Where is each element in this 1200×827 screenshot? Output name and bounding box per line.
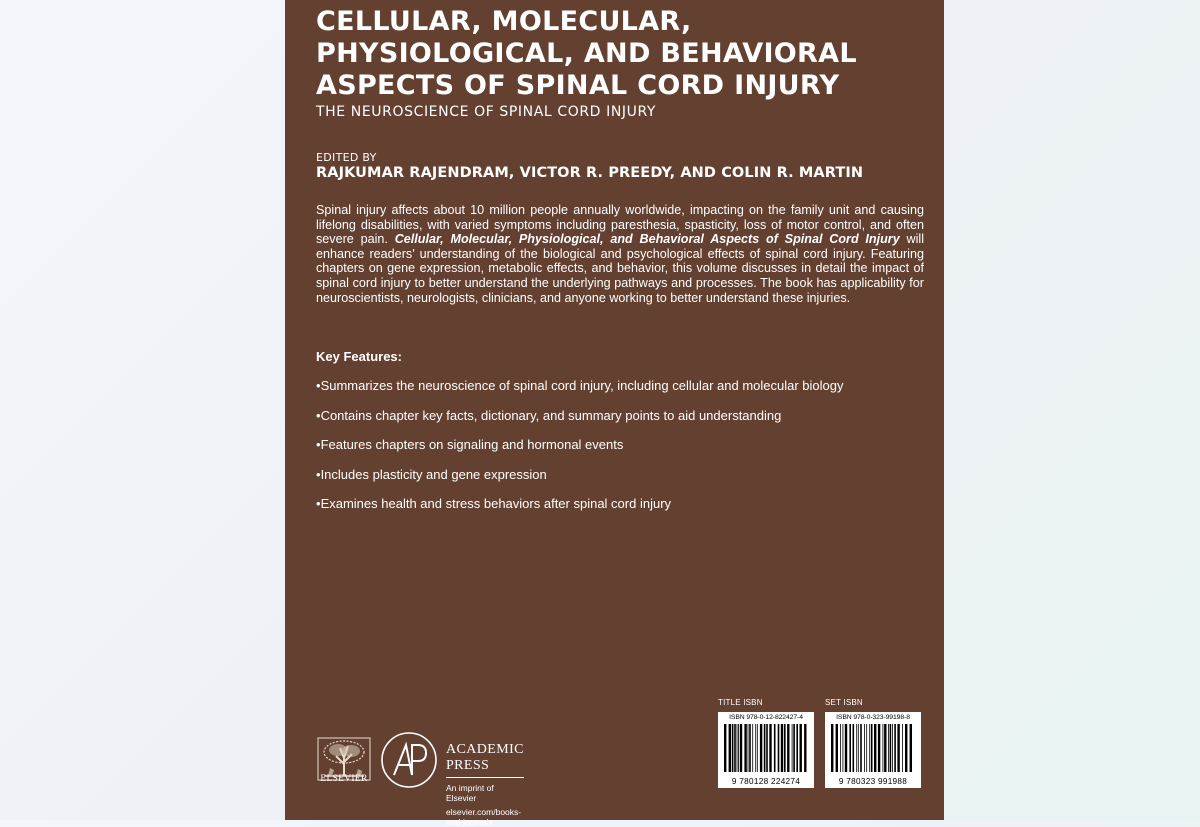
book-title: CELLULAR, MOLECULAR, PHYSIOLOGICAL, AND BEHAVIORAL ASPECTS OF SPINAL CORD INJURY — [316, 6, 857, 101]
academic-press-logo-icon — [380, 731, 438, 789]
academic-press-name: ACADEMIC PRESS — [446, 742, 524, 778]
academic-press-text — [446, 742, 524, 827]
key-feature-item: • Contains chapter key facts, dictionary, and summary points to aid understanding — [316, 408, 843, 438]
book-back-cover — [285, 0, 944, 827]
edited-by-label: EDITED BY — [316, 151, 377, 164]
title-barcode-digits: 9 780128 224274 — [731, 777, 801, 786]
set-isbn-block — [825, 698, 921, 788]
key-feature-item: • Features chapters on signaling and hormonal events — [316, 437, 843, 467]
set-isbn-number: ISBN 978-0-323-99198-8 — [836, 714, 910, 721]
title-isbn-block — [718, 698, 814, 788]
book-description — [316, 203, 924, 305]
title-isbn-barcode — [718, 712, 814, 788]
key-feature-item: • Summarizes the neuroscience of spinal cord injury, including cellular and molecular biology — [316, 378, 843, 408]
key-features-list — [316, 378, 843, 526]
description-book-title: Cellular, Molecular, Physiological, and Behavioral Aspects of Spinal Cord Injury — [394, 232, 900, 247]
barcode-icon — [831, 724, 915, 772]
publisher-url: elsevier.com/books-and-journals — [446, 807, 522, 827]
set-isbn-label: SET ISBN — [825, 698, 863, 707]
editors-names: RAJKUMAR RAJENDRAM, VICTOR R. PREEDY, AND COLIN R. MARTIN — [316, 165, 864, 181]
key-feature-item: • Includes plasticity and gene expression — [316, 467, 843, 497]
imprint-note: An imprint of Elsevier — [446, 783, 494, 803]
title-isbn-label: TITLE ISBN — [718, 698, 763, 707]
title-isbn-number: ISBN 978-0-12-822427-4 — [729, 714, 803, 721]
set-isbn-barcode — [825, 712, 921, 788]
elsevier-wordmark: ELSEVIER — [320, 774, 368, 784]
set-barcode-digits: 9 780323 991988 — [838, 777, 908, 786]
book-subtitle: THE NEUROSCIENCE OF SPINAL CORD INJURY — [316, 104, 657, 120]
description-text-1: Spinal injury affects about 10 million people annually worldwide, impacting on the family unit and causing lifelong disabilities, with varied symptoms including paresthesia, spasticity, loss of motor control, and often severe pain. — [316, 203, 924, 247]
barcode-icon — [724, 724, 808, 772]
key-feature-item: • Examines health and stress behaviors after spinal cord injury — [316, 496, 843, 526]
key-features-heading: Key Features: — [316, 349, 402, 364]
description-text-2: will enhance readers’ understanding of the biological and psychological effects of spinal cord injury. Featuring chapters on gene expression, metabolic effects, and behavior, this volume discusses in detail the impact of spinal cord injury to better understand the underlying pathways and processes. The book has applicability for neuroscientists, neurologists, clinicians, and anyone working to better understand these injuries. — [316, 232, 924, 305]
